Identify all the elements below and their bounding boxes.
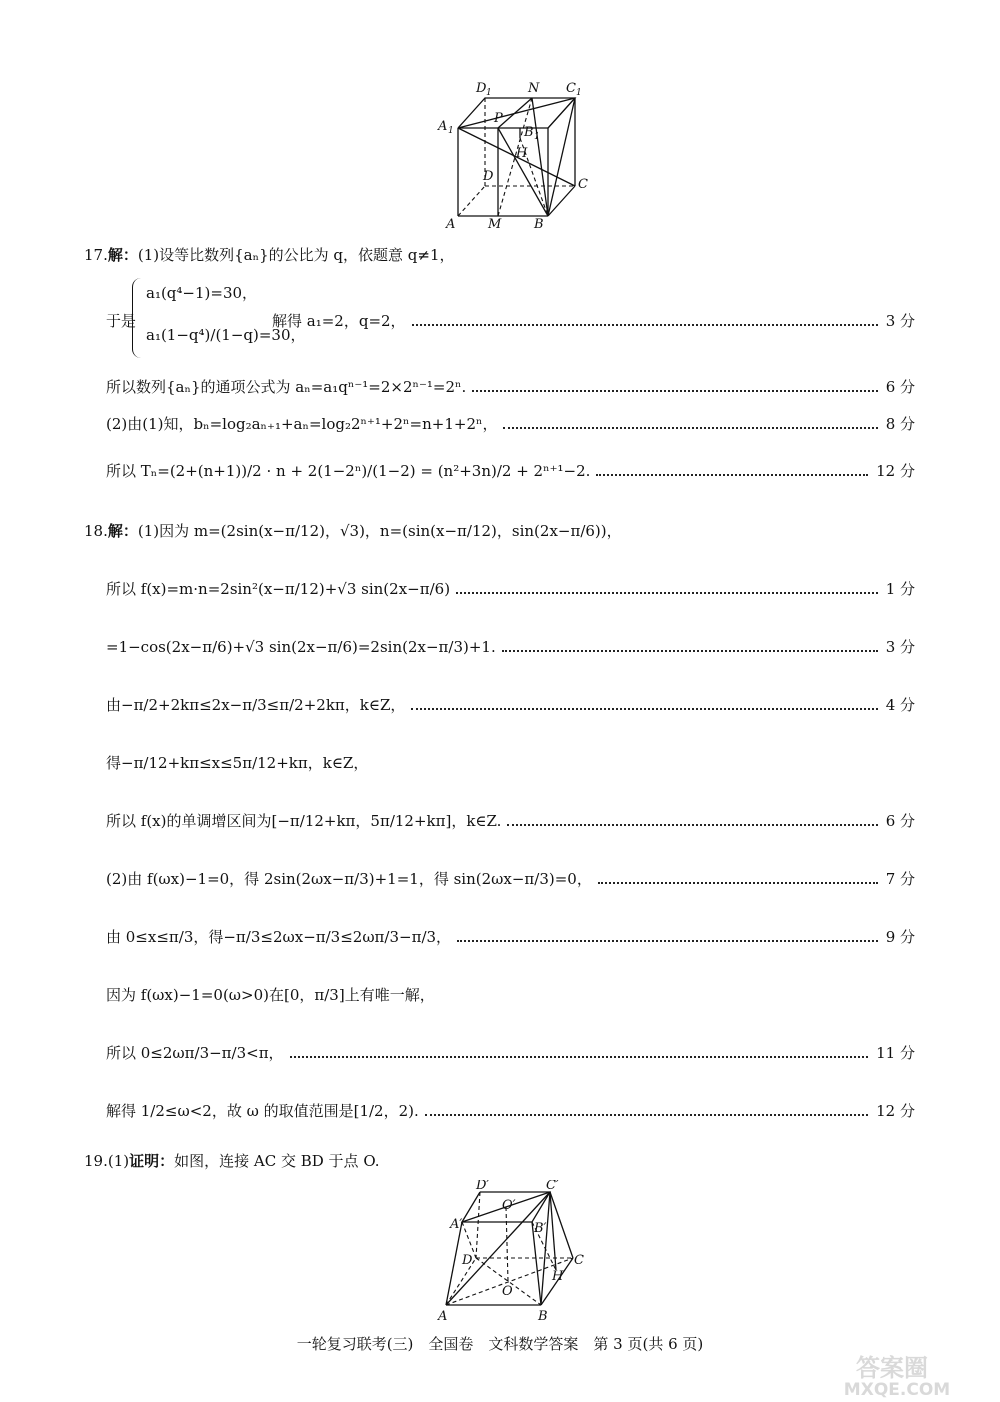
q18-row5	[106, 810, 915, 831]
score-label: 7 分	[885, 870, 915, 888]
q17-sys-tail: 解得 a₁=2，q=2，	[272, 312, 406, 330]
score-label: 8 分	[885, 415, 915, 433]
q17-row1	[272, 310, 915, 331]
q18-line8: 因为 f(ωx)−1=0(ω>0)在[0，π/3]上有唯一解，	[106, 986, 435, 1004]
q19-part: (1)	[107, 1152, 130, 1170]
frustum-figure	[428, 1180, 598, 1325]
q18-line1: 所以 f(x)=m·n=2sin²(x−π/12)+√3 sin(2x−π/6)	[106, 580, 451, 598]
leader-dots	[457, 940, 878, 942]
label-B1: B	[524, 125, 534, 140]
watermark-logo	[822, 1348, 972, 1398]
q18-row3	[106, 694, 915, 715]
q18-intro: (1)因为 m=(2sin(x−π/12)，√3)，n=(sin(x−π/12)，sin(2x−π/6))，	[137, 522, 622, 540]
leader-dots	[456, 592, 878, 594]
label-D1-sub: 1	[486, 88, 492, 98]
q18-row10	[106, 1100, 915, 1121]
q18-row2	[106, 636, 915, 657]
q18-row8	[106, 984, 915, 1005]
label-Op: O′	[502, 1198, 516, 1213]
label-M: M	[488, 217, 502, 230]
q17-line3: (2)由(1)知，bₙ=log₂aₙ₊₁+aₙ=log₂2ⁿ⁺¹+2ⁿ=n+1+2ⁿ，	[106, 415, 498, 433]
q17-number: 17.	[84, 246, 108, 264]
score-label: 3 分	[885, 638, 915, 656]
q19-heading	[84, 1150, 380, 1171]
q17-line4: 所以 Tₙ=(2+(n+1))/2 · n + 2(1−2ⁿ)/(1−2) = (n²+3n)/2 + 2ⁿ⁺¹−2.	[106, 462, 591, 480]
leader-dots	[598, 882, 878, 884]
leader-dots	[507, 824, 877, 826]
q18-line7: 由 0≤x≤π/3，得−π/3≤2ωx−π/3≤2ωπ/3−π/3，	[106, 928, 452, 946]
label-C: C	[574, 1253, 584, 1268]
q17-intro: (1)设等比数列{aₙ}的公比为 q，依题意 q≠1，	[137, 246, 455, 264]
q17-row4	[106, 460, 915, 481]
q18-line5: 所以 f(x)的单调增区间为[−π/12+kπ，5π/12+kπ]，k∈Z.	[106, 812, 502, 830]
q18-line4: 得−π/12+kπ≤x≤5π/12+kπ，k∈Z，	[106, 754, 369, 772]
leader-dots	[502, 650, 878, 652]
leader-dots	[425, 1114, 868, 1116]
label-A1: A	[438, 119, 448, 134]
brace	[132, 278, 141, 358]
q18-row4	[106, 752, 915, 773]
score-label: 12 分	[876, 462, 915, 480]
label-A: A	[446, 217, 456, 230]
q19-text: 如图，连接 AC 交 BD 于点 O.	[174, 1152, 380, 1170]
leader-dots	[411, 708, 877, 710]
leader-dots	[596, 474, 868, 476]
q17-sys-lead: 于是	[106, 312, 137, 330]
label-A: A	[438, 1309, 448, 1324]
label-B: B	[538, 1309, 548, 1324]
score-label: 3 分	[885, 312, 915, 330]
label-D: D	[462, 1253, 473, 1268]
label-A1-sub: 1	[448, 126, 454, 136]
label-C1-sub: 1	[576, 88, 582, 98]
label-D: D	[483, 169, 494, 184]
q19-number: 19.	[84, 1152, 108, 1170]
q18-number: 18.	[84, 522, 108, 540]
q18-row7	[106, 926, 915, 947]
score-label: 6 分	[885, 812, 915, 830]
label-Bp: B′	[534, 1221, 547, 1236]
watermark-top-text: 答案圈	[856, 1354, 928, 1382]
watermark-bottom-text: MXQE.COM	[843, 1380, 951, 1398]
q17-row3	[106, 413, 915, 434]
q17-sys-line1: a₁(q⁴−1)=30，	[146, 284, 258, 302]
leader-dots	[503, 427, 877, 429]
q18-line3: 由−π/2+2kπ≤2x−π/3≤π/2+2kπ，k∈Z，	[106, 696, 406, 714]
q17-system	[142, 278, 306, 358]
q17-heading	[84, 244, 455, 265]
q18-keyword: 解：	[107, 522, 138, 540]
label-H: H	[552, 1269, 564, 1284]
q18-heading	[84, 520, 622, 541]
label-H: H	[516, 146, 528, 161]
label-B1-sub: 1	[534, 132, 540, 142]
label-N: N	[528, 81, 540, 96]
q18-row1	[106, 578, 915, 599]
score-label: 6 分	[885, 378, 915, 396]
score-label: 9 分	[885, 928, 915, 946]
leader-dots	[412, 324, 878, 326]
q18-row9	[106, 1042, 915, 1063]
label-Ap: A′	[450, 1217, 463, 1232]
label-P: P	[494, 111, 503, 126]
label-C1: C	[566, 81, 576, 96]
score-label: 12 分	[876, 1102, 915, 1120]
label-O: O	[502, 1284, 513, 1299]
q18-row6	[106, 868, 915, 889]
label-Cp: C′	[546, 1180, 559, 1193]
q17-line2: 所以数列{aₙ}的通项公式为 aₙ=a₁qⁿ⁻¹=2×2ⁿ⁻¹=2ⁿ.	[106, 378, 467, 396]
score-label: 4 分	[885, 696, 915, 714]
q18-line9: 所以 0≤2ωπ/3−π/3<π，	[106, 1044, 284, 1062]
q18-line2: =1−cos(2x−π/6)+√3 sin(2x−π/6)=2sin(2x−π/3)+1.	[106, 637, 496, 656]
label-C: C	[578, 177, 588, 192]
q17-keyword: 解：	[107, 246, 138, 264]
cube-figure	[430, 78, 600, 230]
label-D1: D	[476, 81, 487, 96]
leader-dots	[290, 1056, 869, 1058]
q18-line6: (2)由 f(ωx)−1=0，得 2sin(2ωx−π/3)+1=1，得 sin(2ωx−π/3)=0，	[106, 870, 592, 888]
q19-keyword: 证明：	[129, 1152, 175, 1170]
page-footer: 一轮复习联考(三) 全国卷 文科数学答案 第 3 页(共 6 页)	[296, 1335, 704, 1353]
leader-dots	[472, 390, 877, 392]
q17-row2	[106, 376, 915, 397]
label-Dp: D′	[476, 1180, 490, 1193]
score-label: 11 分	[876, 1044, 915, 1062]
q18-line10: 解得 1/2≤ω<2，故 ω 的取值范围是[1/2，2).	[106, 1102, 419, 1120]
label-B: B	[534, 217, 544, 230]
score-label: 1 分	[885, 580, 915, 598]
q17-sys-line2: a₁(1−q⁴)/(1−q)=30，	[146, 326, 306, 344]
